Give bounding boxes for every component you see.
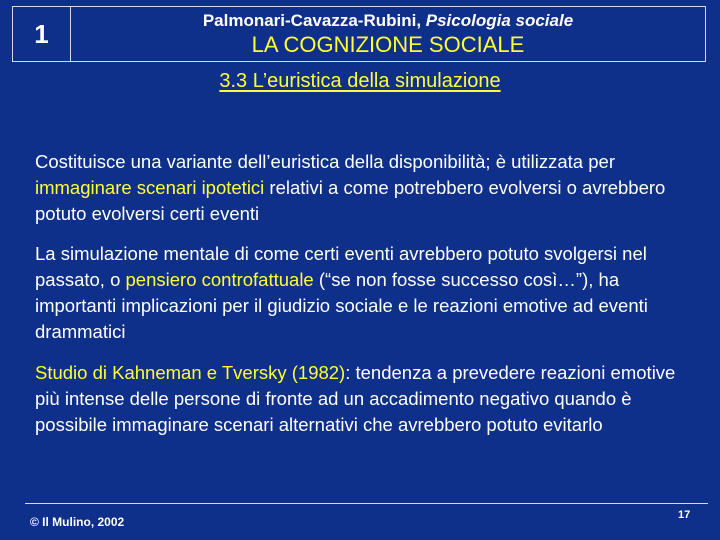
paragraph-3-highlight: Studio di Kahneman e Tversky (1982) (35, 362, 346, 383)
paragraph-1-text-a: Costituisce una variante dell’euristica della disponibilità; è utilizzata per (35, 151, 615, 172)
chapter-title: LA COGNIZIONE SOCIALE (251, 32, 525, 57)
paragraph-1-highlight: immaginare scenari ipotetici (35, 177, 265, 198)
paragraph-1 (35, 149, 705, 227)
paragraph-2-text-b: (“se non fosse successo così…”), ha importanti implicazioni per il giudizio sociale e le reazioni emotive ad eventi drammatici (35, 269, 648, 342)
paragraph-2-text-a: La simulazione mentale di come certi eventi avrebbero potuto svolgersi nel passato, o (35, 243, 647, 290)
header-box (12, 6, 706, 62)
book-reference (71, 11, 705, 31)
paragraph-2 (35, 241, 705, 345)
paragraph-1-text-b: relativi a come potrebbero evolversi o avrebbero potuto evolversi certi eventi (35, 177, 666, 224)
chapter-number: 1 (13, 7, 71, 61)
footer-divider (25, 503, 708, 504)
paragraph-3 (35, 360, 705, 438)
authors: Palmonari-Cavazza-Rubini, (202, 11, 426, 30)
page-number: 17 (678, 509, 691, 521)
book-title: Psicologia sociale (425, 11, 574, 30)
paragraph-3-text-b: : tendenza a prevedere reazioni emotive più intense delle persone di fronte ad un accadimento negativo quando è possibile immaginare scenari alternativi che avrebbero potuto evitarlo (35, 362, 676, 435)
section-title (0, 70, 720, 93)
section-title-text: 3.3 L’euristica della simulazione (219, 70, 501, 92)
paragraph-2-highlight: pensiero controfattuale (125, 269, 314, 290)
copyright: © Il Mulino, 2002 (30, 515, 125, 529)
